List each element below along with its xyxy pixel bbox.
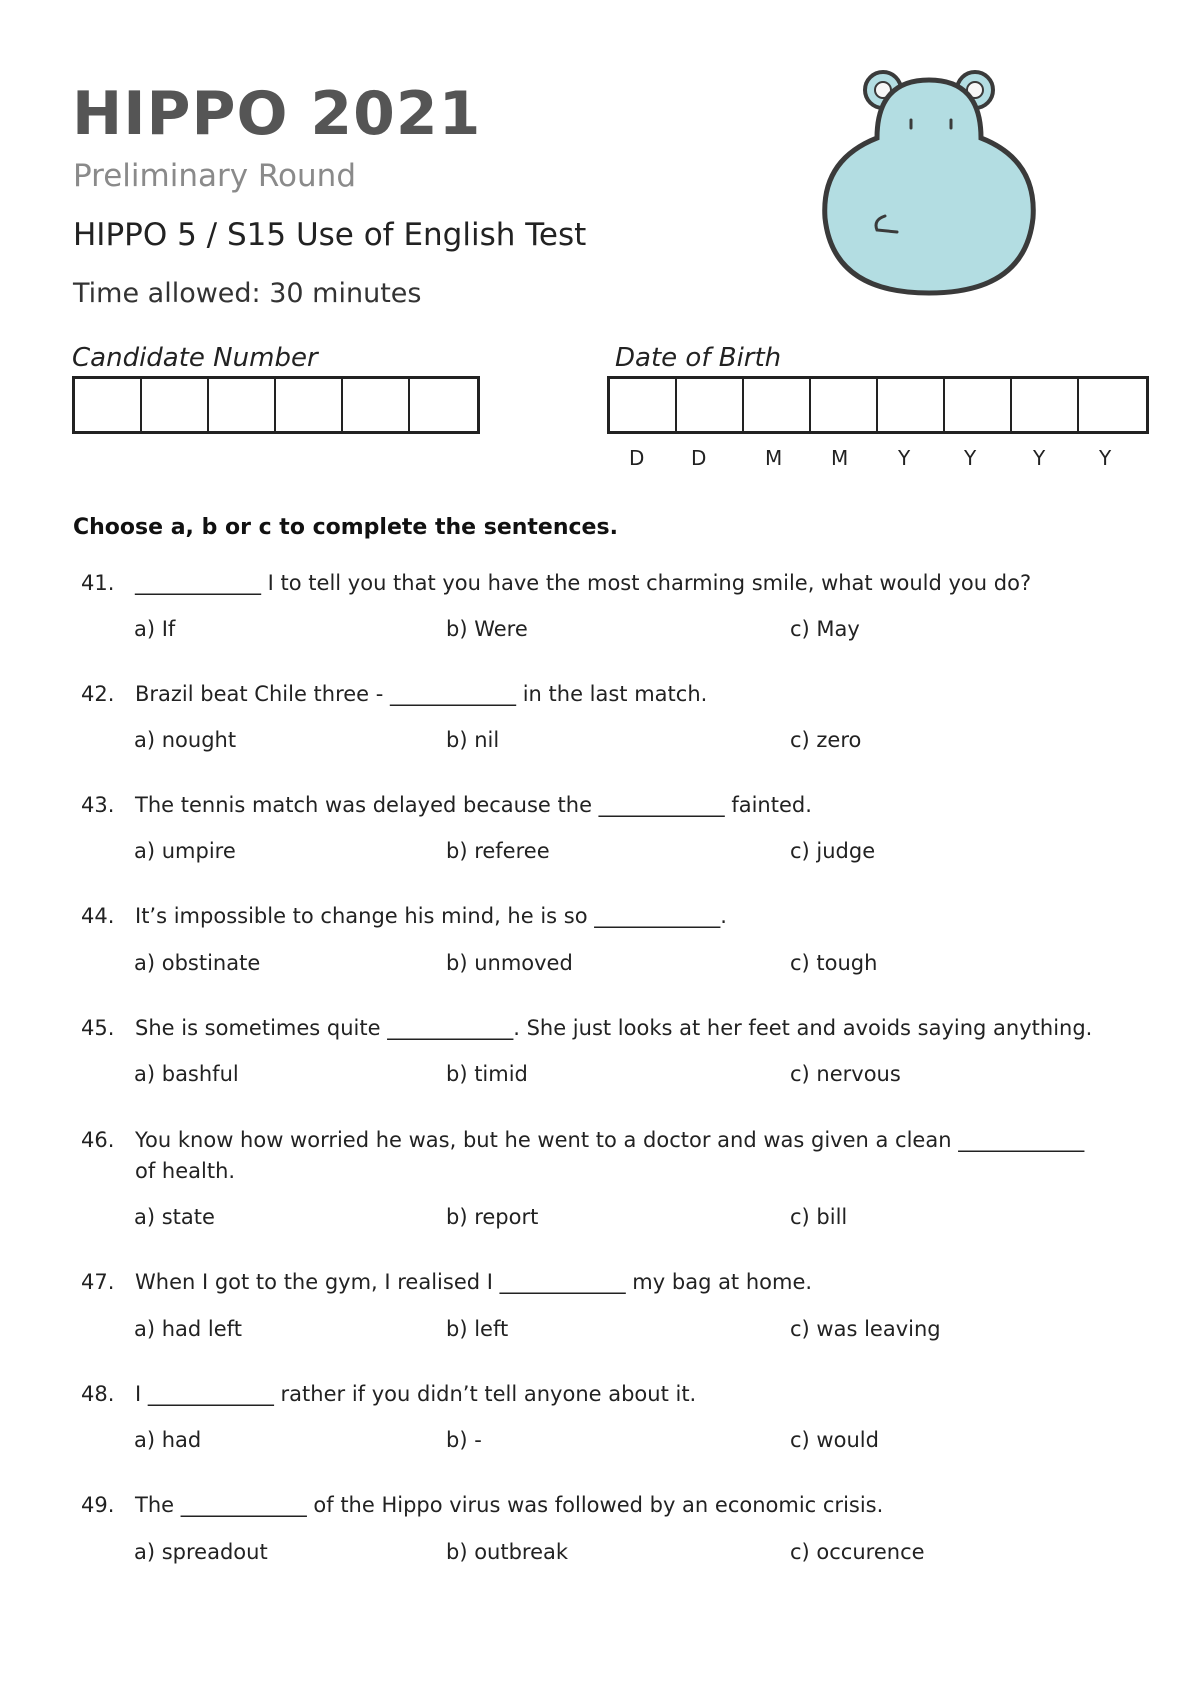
question-text: I ____________ rather if you didn’t tell anyone about it. <box>135 1382 697 1406</box>
option-c[interactable]: c) judge <box>790 839 876 863</box>
question-text: You know how worried he was, but he went to a doctor and was given a clean ____________ of health. <box>135 1128 1085 1183</box>
option-c[interactable]: c) zero <box>790 728 862 752</box>
question-number: 43. <box>81 793 115 817</box>
question-number: 48. <box>81 1382 115 1406</box>
dob-letter: Y <box>1033 446 1046 470</box>
option-b[interactable]: b) - <box>446 1428 482 1452</box>
candidate-digit-box[interactable] <box>209 379 276 431</box>
question-number: 45. <box>81 1016 115 1040</box>
option-a[interactable]: a) had left <box>134 1317 242 1341</box>
test-name: HIPPO 5 / S15 Use of English Test <box>73 217 587 253</box>
time-allowed: Time allowed: 30 minutes <box>73 278 422 309</box>
question-text: ____________ I to tell you that you have the most charming smile, what would you do? <box>135 571 1032 595</box>
question-text: The ____________ of the Hippo virus was followed by an economic crisis. <box>135 1493 884 1517</box>
dob-digit-box[interactable] <box>878 379 945 431</box>
question-number: 47. <box>81 1270 115 1294</box>
dob-letter: D <box>691 446 707 470</box>
question-text: She is sometimes quite ____________. She just looks at her feet and avoids saying anything. <box>135 1016 1093 1040</box>
question-number: 46. <box>81 1128 115 1152</box>
option-b[interactable]: b) unmoved <box>446 951 573 975</box>
candidate-digit-box[interactable] <box>75 379 142 431</box>
dob-format-letters <box>606 446 1136 470</box>
dob-letter: M <box>831 446 849 470</box>
option-a[interactable]: a) umpire <box>134 839 236 863</box>
question-number: 49. <box>81 1493 115 1517</box>
option-a[interactable]: a) obstinate <box>134 951 261 975</box>
dob-digit-box[interactable] <box>677 379 744 431</box>
question-text: The tennis match was delayed because the ____________ fainted. <box>135 793 812 817</box>
option-c[interactable]: c) tough <box>790 951 878 975</box>
dob-letter: M <box>765 446 783 470</box>
dob-digit-box[interactable] <box>1079 379 1146 431</box>
dob-digit-box[interactable] <box>1012 379 1079 431</box>
option-c[interactable]: c) May <box>790 617 860 641</box>
option-a[interactable]: a) bashful <box>134 1062 239 1086</box>
candidate-number-boxes[interactable] <box>72 376 480 434</box>
option-b[interactable]: b) referee <box>446 839 550 863</box>
option-b[interactable]: b) report <box>446 1205 539 1229</box>
question-text: Brazil beat Chile three - ____________ in the last match. <box>135 682 708 706</box>
date-of-birth-boxes[interactable] <box>607 376 1149 434</box>
dob-digit-box[interactable] <box>744 379 811 431</box>
option-c[interactable]: c) bill <box>790 1205 848 1229</box>
option-a[interactable]: a) state <box>134 1205 215 1229</box>
option-a[interactable]: a) nought <box>134 728 237 752</box>
option-c[interactable]: c) occurence <box>790 1540 925 1564</box>
option-a[interactable]: a) If <box>134 617 176 641</box>
candidate-digit-box[interactable] <box>410 379 477 431</box>
option-c[interactable]: c) was leaving <box>790 1317 941 1341</box>
option-b[interactable]: b) left <box>446 1317 509 1341</box>
candidate-digit-box[interactable] <box>276 379 343 431</box>
question-number: 41. <box>81 571 115 595</box>
option-a[interactable]: a) had <box>134 1428 202 1452</box>
dob-digit-box[interactable] <box>945 379 1012 431</box>
dob-digit-box[interactable] <box>811 379 878 431</box>
dob-digit-box[interactable] <box>610 379 677 431</box>
option-c[interactable]: c) nervous <box>790 1062 901 1086</box>
date-of-birth-label: Date of Birth <box>615 343 782 373</box>
candidate-digit-box[interactable] <box>343 379 410 431</box>
question-number: 42. <box>81 682 115 706</box>
dob-letter: D <box>629 446 645 470</box>
option-b[interactable]: b) outbreak <box>446 1540 569 1564</box>
option-b[interactable]: b) timid <box>446 1062 528 1086</box>
option-c[interactable]: c) would <box>790 1428 879 1452</box>
round-label: Preliminary Round <box>73 158 356 194</box>
dob-letter: Y <box>898 446 911 470</box>
page-title: HIPPO 2021 <box>72 79 482 149</box>
option-b[interactable]: b) Were <box>446 617 528 641</box>
dob-letter: Y <box>1099 446 1112 470</box>
question-text: When I got to the gym, I realised I ____________ my bag at home. <box>135 1270 813 1294</box>
option-b[interactable]: b) nil <box>446 728 500 752</box>
candidate-digit-box[interactable] <box>142 379 209 431</box>
instructions: Choose a, b or c to complete the sentences. <box>73 515 618 540</box>
candidate-number-label: Candidate Number <box>72 343 318 373</box>
dob-letter: Y <box>964 446 977 470</box>
option-a[interactable]: a) spreadout <box>134 1540 268 1564</box>
question-text: It’s impossible to change his mind, he is so ____________. <box>135 904 727 928</box>
hippo-logo-icon <box>815 68 1045 298</box>
question-number: 44. <box>81 904 115 928</box>
